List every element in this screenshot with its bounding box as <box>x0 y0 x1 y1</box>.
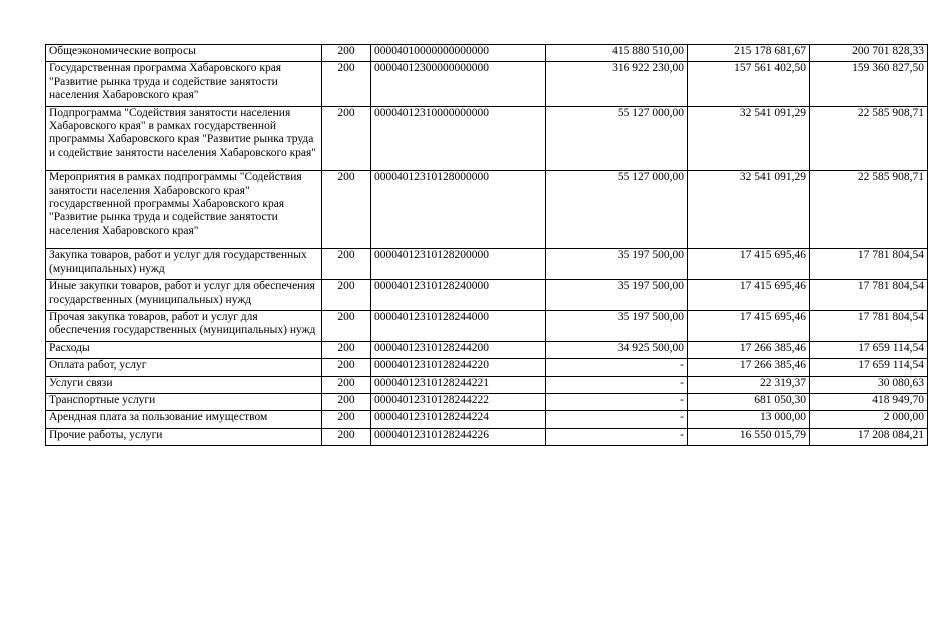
row-approved: 316 922 230,00 <box>546 62 688 106</box>
row-code: 200 <box>322 280 371 311</box>
row-approved: 55 127 000,00 <box>546 171 688 249</box>
table-row <box>46 310 928 341</box>
table-row <box>46 393 928 410</box>
row-name: Подпрограмма "Содействия занятости населения Хабаровского края" в рамках государственной программы Хабаровского края "Развитие рынка труда и содействие занятости населения Хабаровского края" <box>46 106 322 171</box>
row-approved: 34 925 500,00 <box>546 341 688 358</box>
table-row <box>46 428 928 445</box>
row-unexecuted: 2 000,00 <box>810 411 928 428</box>
row-approved: 415 880 510,00 <box>546 45 688 62</box>
row-unexecuted: 17 781 804,54 <box>810 249 928 280</box>
table-row <box>46 341 928 358</box>
row-executed: 22 319,37 <box>688 376 810 393</box>
row-unexecuted: 17 659 114,54 <box>810 341 928 358</box>
row-name: Расходы <box>46 341 322 358</box>
row-code: 200 <box>322 376 371 393</box>
row-code: 200 <box>322 428 371 445</box>
row-classifier: 00004012310128244222 <box>371 393 546 410</box>
row-name: Иные закупки товаров, работ и услуг для обеспечения государственных (муниципальных) нужд <box>46 280 322 311</box>
table-row <box>46 411 928 428</box>
row-approved: 35 197 500,00 <box>546 249 688 280</box>
row-name: Общеэкономические вопросы <box>46 45 322 62</box>
row-classifier: 00004012310000000000 <box>371 106 546 171</box>
row-executed: 17 266 385,46 <box>688 359 810 376</box>
row-name: Оплата работ, услуг <box>46 359 322 376</box>
row-name: Услуги связи <box>46 376 322 393</box>
row-unexecuted: 30 080,63 <box>810 376 928 393</box>
row-name: Транспортные услуги <box>46 393 322 410</box>
row-code: 200 <box>322 171 371 249</box>
row-executed: 215 178 681,67 <box>688 45 810 62</box>
row-classifier: 00004012310128244200 <box>371 341 546 358</box>
budget-table <box>45 44 928 446</box>
row-executed: 17 415 695,46 <box>688 310 810 341</box>
row-classifier: 00004010000000000000 <box>371 45 546 62</box>
row-code: 200 <box>322 249 371 280</box>
row-code: 200 <box>322 106 371 171</box>
row-unexecuted: 200 701 828,33 <box>810 45 928 62</box>
row-unexecuted: 17 659 114,54 <box>810 359 928 376</box>
row-unexecuted: 159 360 827,50 <box>810 62 928 106</box>
row-approved: 55 127 000,00 <box>546 106 688 171</box>
row-unexecuted: 17 208 084,21 <box>810 428 928 445</box>
row-executed: 17 415 695,46 <box>688 249 810 280</box>
row-approved: - <box>546 393 688 410</box>
table-row <box>46 45 928 62</box>
row-unexecuted: 17 781 804,54 <box>810 310 928 341</box>
row-classifier: 00004012310128240000 <box>371 280 546 311</box>
row-code: 200 <box>322 45 371 62</box>
row-classifier: 00004012310128244224 <box>371 411 546 428</box>
row-classifier: 00004012310128000000 <box>371 171 546 249</box>
row-classifier: 00004012310128244220 <box>371 359 546 376</box>
row-name: Закупка товаров, работ и услуг для государственных (муниципальных) нужд <box>46 249 322 280</box>
row-code: 200 <box>322 411 371 428</box>
table-row <box>46 249 928 280</box>
row-executed: 32 541 091,29 <box>688 106 810 171</box>
row-approved: 35 197 500,00 <box>546 280 688 311</box>
row-approved: - <box>546 359 688 376</box>
table-row <box>46 280 928 311</box>
row-executed: 681 050,30 <box>688 393 810 410</box>
row-code: 200 <box>322 393 371 410</box>
row-classifier: 00004012300000000000 <box>371 62 546 106</box>
row-executed: 32 541 091,29 <box>688 171 810 249</box>
table-row <box>46 106 928 171</box>
row-classifier: 00004012310128244221 <box>371 376 546 393</box>
row-classifier: 00004012310128200000 <box>371 249 546 280</box>
row-approved: - <box>546 411 688 428</box>
row-classifier: 00004012310128244226 <box>371 428 546 445</box>
row-executed: 157 561 402,50 <box>688 62 810 106</box>
row-executed: 17 415 695,46 <box>688 280 810 311</box>
row-name: Государственная программа Хабаровского края "Развитие рынка труда и содействие занятости населения Хабаровского края" <box>46 62 322 106</box>
row-unexecuted: 17 781 804,54 <box>810 280 928 311</box>
row-name: Прочие работы, услуги <box>46 428 322 445</box>
row-executed: 16 550 015,79 <box>688 428 810 445</box>
row-code: 200 <box>322 359 371 376</box>
table-row <box>46 376 928 393</box>
row-unexecuted: 22 585 908,71 <box>810 171 928 249</box>
row-approved: 35 197 500,00 <box>546 310 688 341</box>
row-unexecuted: 22 585 908,71 <box>810 106 928 171</box>
row-executed: 17 266 385,46 <box>688 341 810 358</box>
row-classifier: 00004012310128244000 <box>371 310 546 341</box>
row-name: Прочая закупка товаров, работ и услуг для обеспечения государственных (муниципальных) нужд <box>46 310 322 341</box>
row-executed: 13 000,00 <box>688 411 810 428</box>
row-name: Мероприятия в рамках подпрограммы "Содействия занятости населения Хабаровского края" государственной программы Хабаровского края "Развитие рынка труда и содействие занятости населения Хабаровского края" <box>46 171 322 249</box>
row-code: 200 <box>322 310 371 341</box>
row-code: 200 <box>322 341 371 358</box>
table-row <box>46 359 928 376</box>
row-name: Арендная плата за пользование имуществом <box>46 411 322 428</box>
row-code: 200 <box>322 62 371 106</box>
row-approved: - <box>546 376 688 393</box>
row-unexecuted: 418 949,70 <box>810 393 928 410</box>
table-row <box>46 171 928 249</box>
table-row <box>46 62 928 106</box>
row-approved: - <box>546 428 688 445</box>
